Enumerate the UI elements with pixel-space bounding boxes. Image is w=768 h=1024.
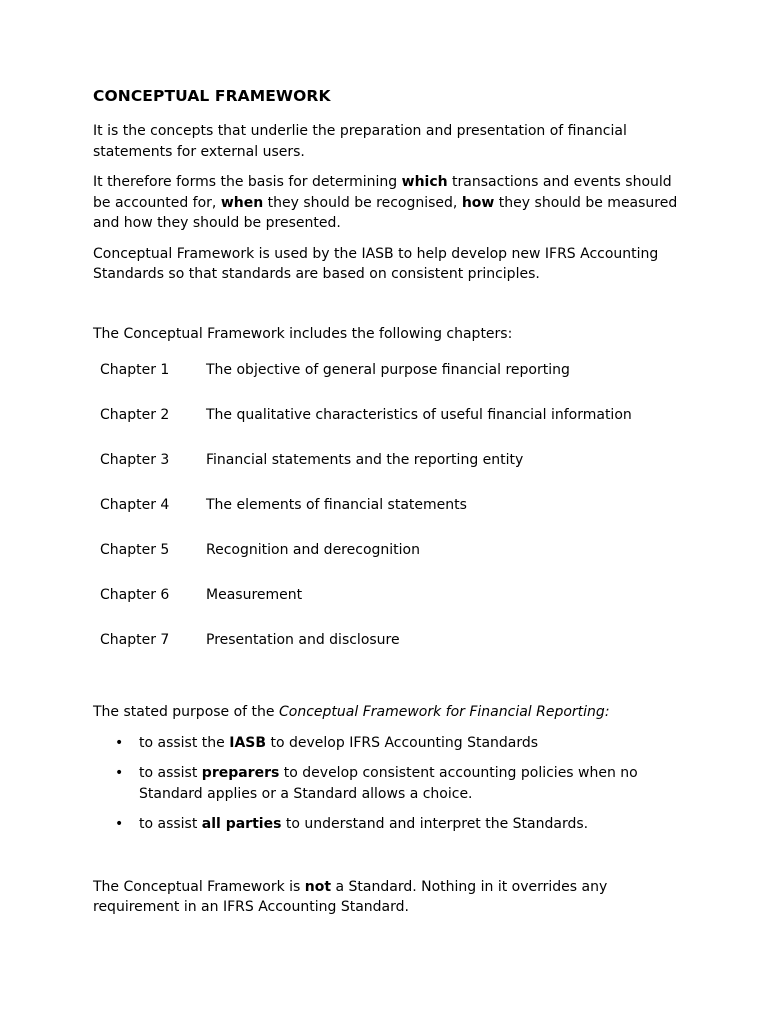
intro-paragraph-2 <box>93 172 683 234</box>
closing-paragraph <box>93 877 683 918</box>
text-run: to assist <box>139 816 202 832</box>
chapter-title: The qualitative characteristics of useful financial information <box>206 407 632 423</box>
chapter-title: Financial statements and the reporting entity <box>206 452 524 468</box>
emphasis-how: how <box>461 194 495 211</box>
text-run: they should be measured and how they should be presented. <box>93 194 678 231</box>
text-run: to assist <box>139 765 202 781</box>
emphasis-when: when <box>220 194 264 211</box>
emphasis-not: not <box>304 878 332 895</box>
chapter-number: Chapter 3 <box>100 452 170 468</box>
list-item <box>93 733 683 754</box>
bullet-icon: • <box>115 765 124 781</box>
emphasis: all parties <box>201 816 282 832</box>
spacer <box>93 675 683 702</box>
chapter-number: Chapter 6 <box>100 587 170 603</box>
framework-title-italic: Conceptual Framework for Financial Reporting: <box>279 704 610 720</box>
purpose-lead <box>93 702 683 723</box>
chapter-row <box>100 540 683 585</box>
emphasis-which: which <box>401 174 448 190</box>
chapters-intro: The Conceptual Framework includes the following chapters: <box>93 325 513 342</box>
text-run: transactions and events should be accounted for, <box>93 174 672 211</box>
chapter-title: Measurement <box>206 587 303 603</box>
text-run: to develop consistent accounting policies when no Standard applies or a Standard allows a choice. <box>139 765 638 802</box>
page-title: CONCEPTUAL FRAMEWORK <box>93 87 331 105</box>
chapter-row <box>100 405 683 450</box>
text-run: they should be recognised, <box>263 194 462 211</box>
emphasis: preparers <box>201 765 280 781</box>
chapter-row <box>100 360 683 405</box>
chapter-title: The objective of general purpose financial reporting <box>206 362 570 378</box>
list-item <box>93 814 683 835</box>
spacer <box>93 295 683 324</box>
chapter-title: The elements of financial statements <box>206 497 467 513</box>
chapter-number: Chapter 2 <box>100 407 170 423</box>
chapter-row <box>100 495 683 540</box>
chapter-number: Chapter 4 <box>100 497 170 513</box>
intro-paragraph-1: It is the concepts that underlie the preparation and presentation of financial statements for external users. <box>93 123 627 160</box>
chapter-number: Chapter 5 <box>100 542 170 558</box>
bullet-icon: • <box>115 734 124 751</box>
intro-paragraph-3: Conceptual Framework is used by the IASB to help develop new IFRS Accounting Standards so that standards are based on consistent principles. <box>93 245 659 282</box>
list-item <box>93 763 683 804</box>
purpose-list <box>93 733 683 835</box>
chapter-row <box>100 630 683 675</box>
text-run: to develop IFRS Accounting Standards <box>266 734 539 751</box>
text-run: a Standard. Nothing in it overrides any requirement in an IFRS Accounting Standard. <box>93 878 608 915</box>
chapter-number: Chapter 7 <box>100 632 170 648</box>
chapter-number: Chapter 1 <box>100 362 170 378</box>
text-run: It therefore forms the basis for determining <box>93 174 402 190</box>
chapter-row <box>100 450 683 495</box>
document-page <box>93 85 683 928</box>
bullet-icon: • <box>115 816 124 832</box>
text-run: to understand and interpret the Standards. <box>281 816 589 832</box>
chapter-list <box>100 360 683 675</box>
chapter-title: Presentation and disclosure <box>206 632 400 648</box>
text-run: The Conceptual Framework is <box>93 878 305 895</box>
chapter-row <box>100 585 683 630</box>
text-run: to assist the <box>139 734 230 751</box>
emphasis: IASB <box>229 734 267 751</box>
chapter-title: Recognition and derecognition <box>206 542 420 558</box>
text-run: The stated purpose of the <box>93 704 279 720</box>
spacer <box>93 845 683 877</box>
